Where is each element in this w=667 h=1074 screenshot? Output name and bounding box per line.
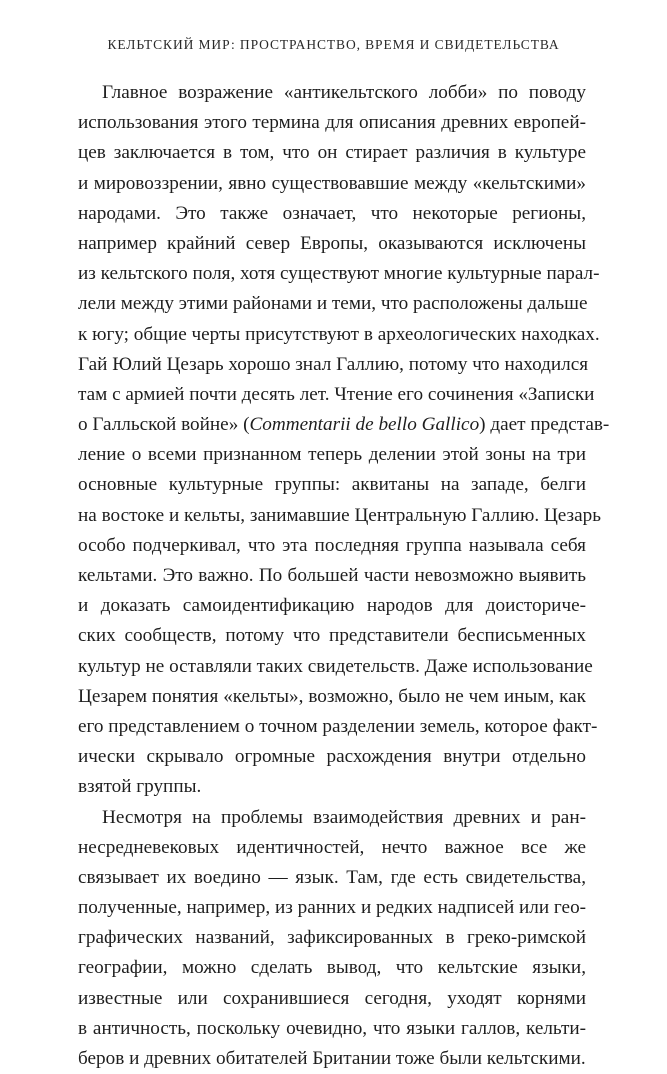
text-line: из кельтского поля, хотя существуют многие культурные парал- xyxy=(78,263,600,285)
text-line: и доказать самоидентификацию народов для доисториче- xyxy=(78,595,586,617)
text-line: к югу; общие черты присутствуют в археологических находках. xyxy=(78,323,600,345)
text-line: там с армией почти десять лет. Чтение его сочинения «Записки xyxy=(78,383,595,405)
body-text xyxy=(78,78,610,1074)
text-line: взятой группы. xyxy=(78,776,202,798)
text-line: Цезарем понятия «кельты», возможно, было не чем иным, как xyxy=(78,685,586,707)
text-line: известные или сохранившиеся сегодня, уходят корнями xyxy=(78,987,586,1009)
text-line: графических названий, зафиксированных в греко-римской xyxy=(78,927,586,949)
text-line: лели между этими районами и теми, что расположены дальше xyxy=(78,293,588,315)
text-line: несредневековых идентичностей, нечто важное все же xyxy=(78,836,586,858)
text-line: ически скрывало огромные расхождения внутри отдельно xyxy=(78,746,586,768)
text-line: культур не оставляли таких свидетельств. Даже использование xyxy=(78,655,593,677)
text-line: народами. Это также означает, что некоторые регионы, xyxy=(78,202,586,224)
text-line: цев заключается в том, что он стирает различия в культуре xyxy=(78,142,586,164)
text-line: в античность, поскольку очевидно, что языки галлов, кельти- xyxy=(78,1017,586,1039)
text-line: его представлением о точном разделении земель, которое факт- xyxy=(78,715,598,737)
text-line: на востоке и кельты, занимавшие Центральную Галлию. Цезарь xyxy=(78,504,601,526)
text-line: Несмотря на проблемы взаимодействия древних и ран- xyxy=(102,806,586,828)
text-line: использования этого термина для описания древних европей- xyxy=(78,112,586,134)
text-line: основные культурные группы: аквитаны на западе, белги xyxy=(78,474,586,496)
text-line: например крайний север Европы, оказываются исключены xyxy=(78,232,586,254)
text-line: беров и древних обитателей Британии тоже были кельтскими. xyxy=(78,1048,586,1069)
text-line: и мировоззрении, явно существовавшие между «кельтскими» xyxy=(78,172,586,194)
text-line: o Галльской войне» (Commentarii de bello Gallico) дает представ- xyxy=(78,414,610,436)
text-line: географии, можно сделать вывод, что кельтские языки, xyxy=(78,957,586,979)
text-line: связывает их воедино — язык. Там, где есть свидетельства, xyxy=(78,866,586,888)
text-line: кельтами. Это важно. По большей части невозможно выявить xyxy=(78,565,586,586)
text-line: ление о всеми признанном теперь делении этой зоны на три xyxy=(78,444,586,466)
text-line: полученные, например, из ранних и редких надписей или гео- xyxy=(78,897,587,919)
text-line: ских сообществ, потому что представители бесписьменных xyxy=(78,625,586,647)
text-line: особо подчеркивал, что эта последняя группа называла себя xyxy=(78,534,586,556)
text-line: Главное возражение «антикельтского лобби» по поводу xyxy=(102,82,586,103)
latin-title: Commentarii de bello Gallico xyxy=(249,414,480,436)
running-head: КЕЛЬТСКИЙ МИР: ПРОСТРАНСТВО, ВРЕМЯ И СВИДЕТЕЛЬСТВА xyxy=(107,37,560,52)
text-line: Гай Юлий Цезарь хорошо знал Галлию, потому что находился xyxy=(78,353,589,375)
